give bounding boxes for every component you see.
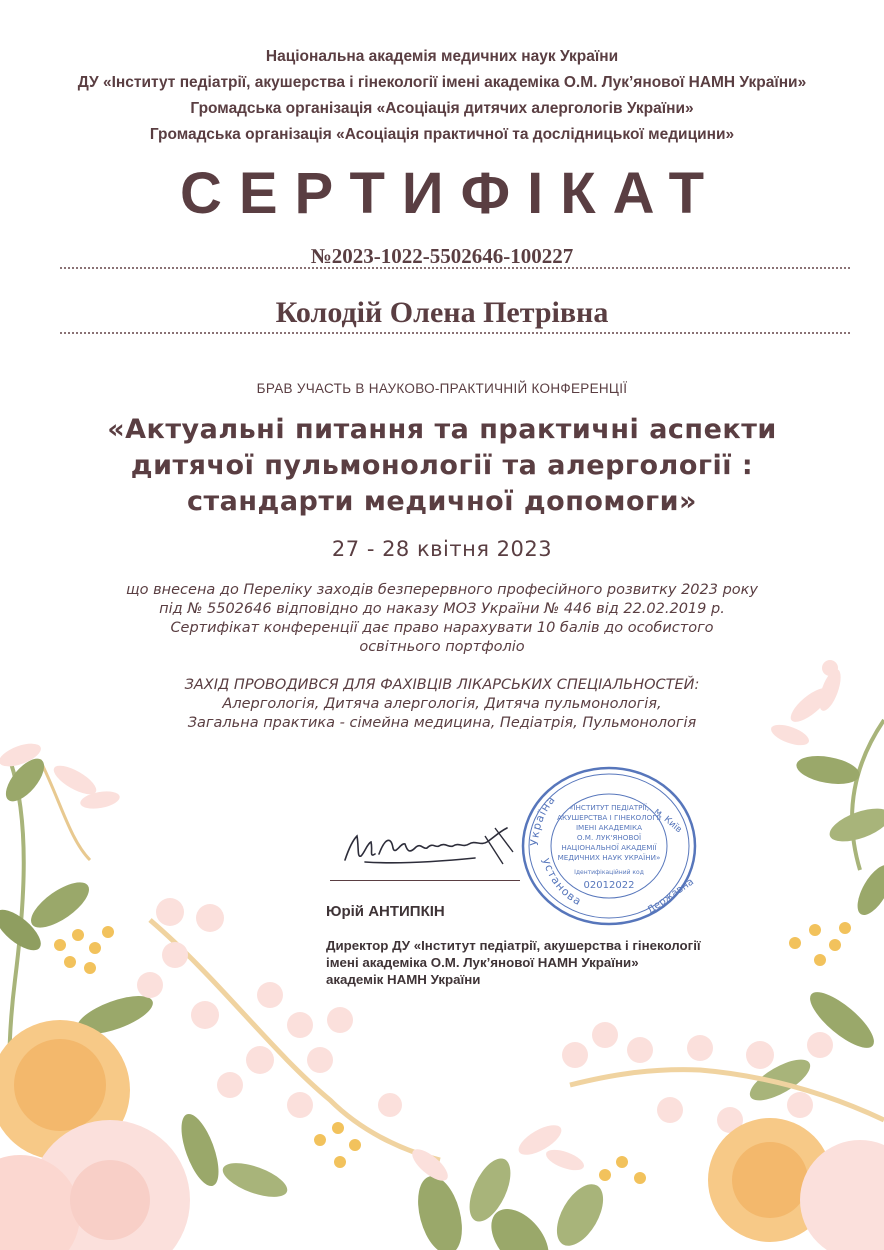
- svg-text:Україна: [528, 793, 558, 846]
- specialties-line: Алергологія, Дитяча алергологія, Дитяча пульмонологія,: [222, 696, 662, 712]
- org-line: Громадська організація «Асоціація практичної та дослідницької медицини»: [149, 126, 735, 143]
- official-stamp: [518, 764, 700, 926]
- certificate-title: СЕРТИФІКАТ: [179, 161, 722, 226]
- conference-title-line: дитячої пульмонології та алергології :: [130, 450, 754, 481]
- floral-bottom: [407, 1119, 612, 1250]
- stamp-code: 02012022: [583, 880, 635, 891]
- signature-line: [330, 880, 520, 881]
- stamp-city: м. Київ: [652, 806, 684, 836]
- stamp-ring-text: Україна: [527, 792, 559, 847]
- recipient-name: Колодій Олена Петрівна: [275, 296, 609, 329]
- signer-position: [326, 937, 701, 988]
- stamp-ring-text: установа: [539, 856, 585, 909]
- participation-statement: БРАВ УЧАСТЬ В НАУКОВО-ПРАКТИЧНІЙ КОНФЕРЕНЦІЇ: [256, 381, 628, 396]
- org-line: ДУ «Інститут педіатрії, акушерства і гінекології імені академіка О.М. Лук’янової НАМН України»: [77, 74, 807, 91]
- stamp-code-label: Ідентифікаційний код: [574, 869, 644, 876]
- dotted-divider: [60, 332, 850, 334]
- cpd-info-line: під № 5502646 відповідно до наказу МОЗ України № 446 від 22.02.2019 р.: [159, 601, 725, 617]
- stamp-center-line: «ІНСТИТУТ ПЕДІАТРІЇ,: [569, 803, 649, 812]
- dotted-divider: [60, 267, 850, 269]
- certificate-number: №2023-1022-5502646-100227: [310, 244, 574, 268]
- stamp-center-line: АКУШЕРСТВА І ГІНЕКОЛОГІЇ: [557, 813, 661, 822]
- specialties-line: ЗАХІД ПРОВОДИВСЯ ДЛЯ ФАХІВЦІВ ЛІКАРСЬКИХ СПЕЦІАЛЬНОСТЕЙ:: [184, 677, 700, 693]
- floral-left: [0, 739, 440, 1250]
- org-line: Національна академія медичних наук України: [265, 48, 619, 65]
- cpd-info-line: Сертифікат конференції дає право нарахувати 10 балів до особистого: [170, 620, 714, 636]
- conference-title-line: «Актуальні питання та практичні аспекти: [107, 414, 777, 445]
- conference-title: [0, 412, 884, 520]
- cpd-info-line: освітнього портфолio: [359, 639, 525, 655]
- conference-title-line: стандарти медичної допомоги»: [187, 486, 697, 517]
- cpd-info: [0, 581, 884, 657]
- signer-name: Юрій АНТИПКІН: [326, 903, 445, 920]
- stamp-center-line: МЕДИЧНИХ НАУК УКРАЇНИ»: [557, 853, 661, 862]
- conference-date: 27 - 28 квітня 2023: [331, 537, 553, 561]
- specialties-line: Загальна практика - сімейна медицина, Педіатрія, Пульмонологія: [187, 715, 697, 731]
- cpd-info-line: що внесена до Переліку заходів безперервного професійного розвитку 2023 року: [125, 582, 759, 598]
- stamp-center-line: НАЦІОНАЛЬНОЇ АКАДЕМІЇ: [561, 843, 657, 852]
- signer-position-line: Директор ДУ «Інститут педіатрії, акушерства і гінекології: [326, 938, 701, 953]
- stamp-center-line: О.М. ЛУК'ЯНОВОЇ: [576, 833, 642, 842]
- stamp-ring-text: Державна: [645, 876, 696, 917]
- stamp-center-line: ІМЕНІ АКАДЕМІКА: [575, 823, 643, 832]
- signer-position-line: академік НАМН України: [326, 972, 481, 987]
- signer-position-line: імені академіка О.М. Лук’янової НАМН України»: [326, 955, 639, 970]
- specialties: [0, 676, 884, 733]
- handwritten-signature: [335, 818, 535, 880]
- organizations-header: [0, 44, 884, 148]
- org-line: Громадська організація «Асоціація дитячих алергологів України»: [190, 100, 694, 117]
